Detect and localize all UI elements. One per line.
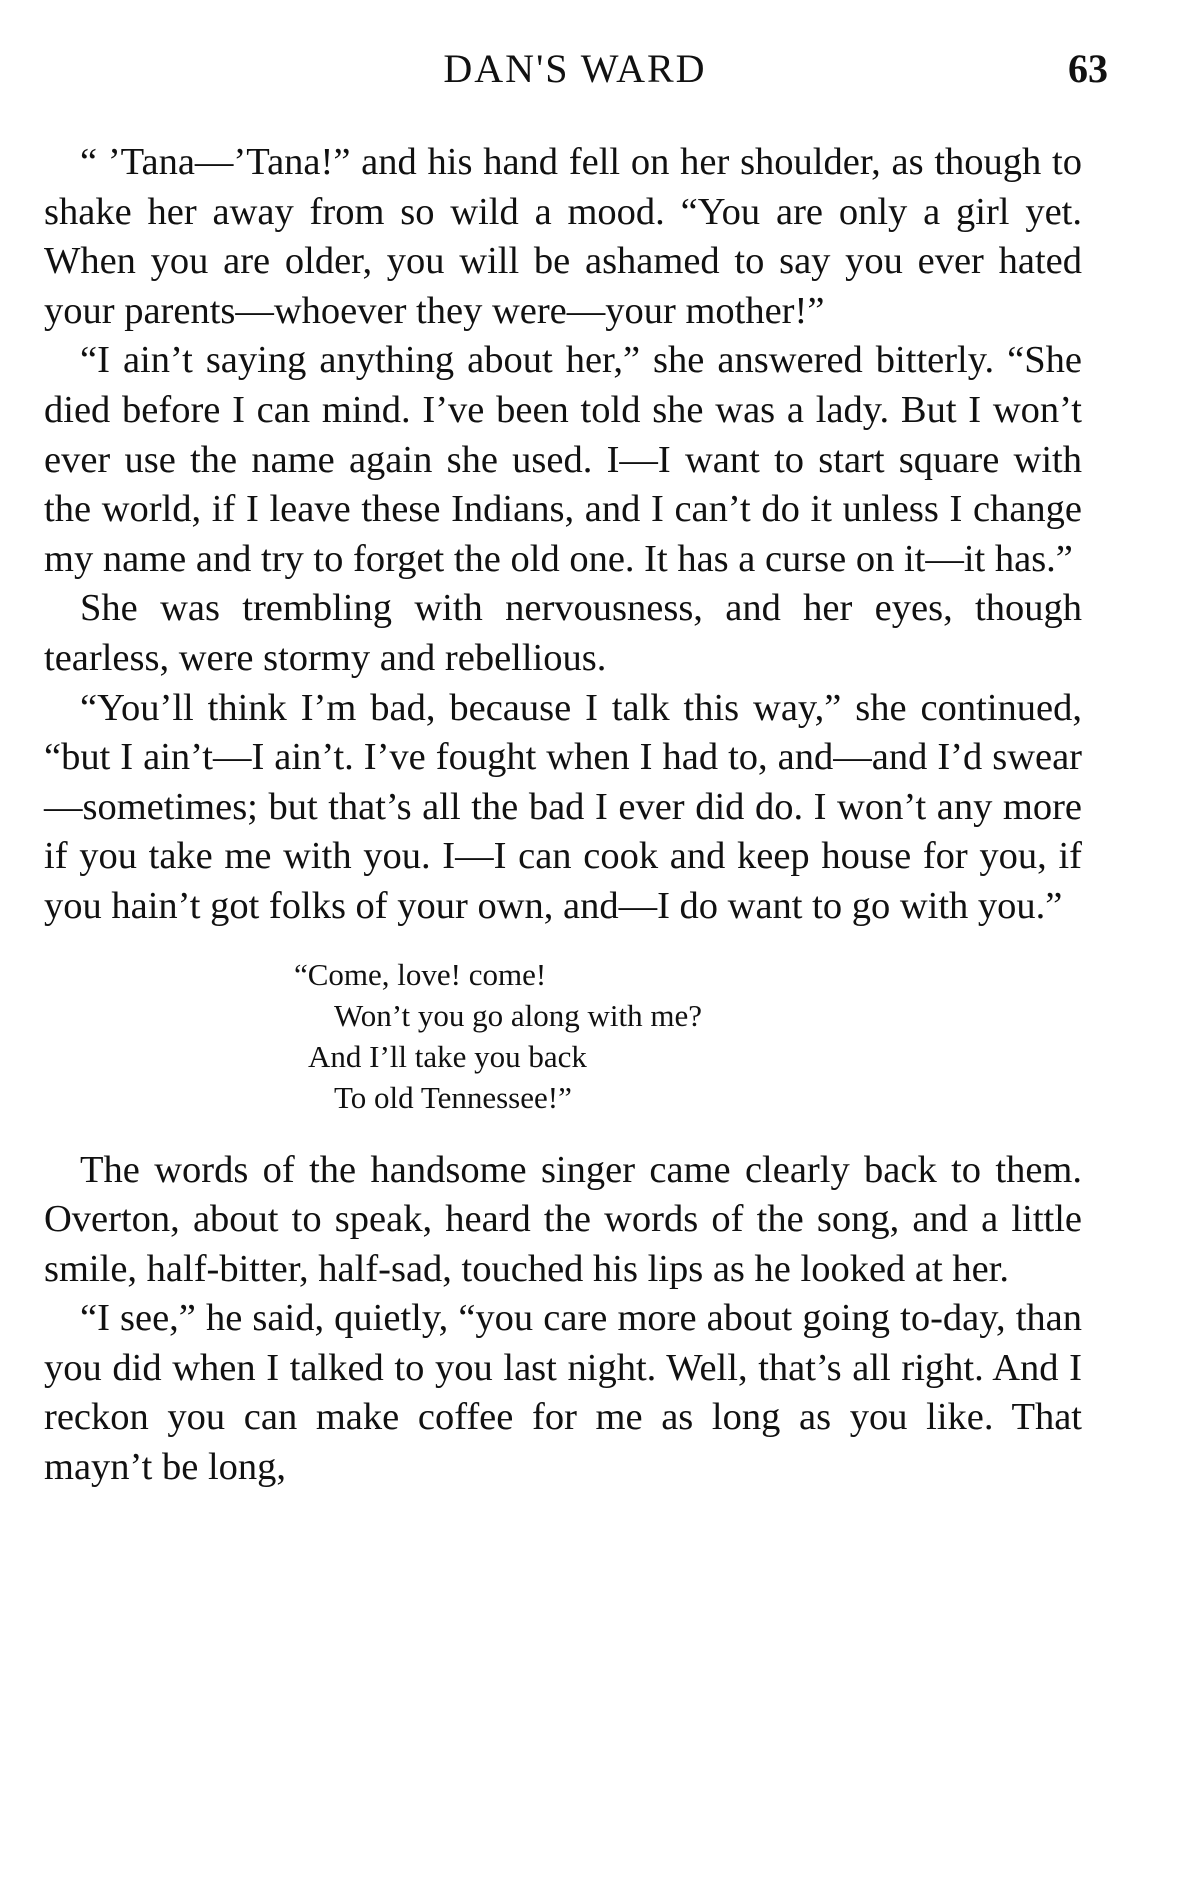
running-head (0, 44, 1192, 94)
verse-line: “Come, love! come! (294, 956, 547, 992)
paragraph: “You’ll think I’m bad, because I talk this way,” she continued, “but I ain’t—I ain’t. I’ve fought when I had to, and—and I’d swear—sometimes; but that’s all the bad I ever did do. I won’t any more if you take me with you. I—I can cook and keep house for you, if you hain’t got folks of your own, and—I do want to go with you.” (44, 686, 1082, 927)
paragraph: The words of the handsome singer came clearly back to them. Overton, about to speak, heard the words of the song, and a little smile, half-bitter, half-sad, touched his lips as he looked at her. (44, 1148, 1082, 1290)
verse-line: To old Tennessee!” (334, 1079, 572, 1115)
running-title: DAN'S WARD (443, 46, 707, 91)
paragraph: “I see,” he said, quietly, “you care more about going to-day, than you did when I talked to you last night. Well, that’s all right. And I reckon you can make coffee for me as long as you like. That mayn’t be long, (44, 1297, 1082, 1489)
verse-line: And I’ll take you back (308, 1038, 587, 1074)
verse-line: Won’t you go along with me? (334, 997, 703, 1033)
paragraph: She was trembling with nervousness, and her eyes, though tearless, were stormy and rebellious. (44, 587, 1082, 679)
paragraph: “ ’Tana—’Tana!” and his hand fell on her shoulder, as though to shake her away from so wild a mood. “You are only a girl yet. When you are older, you will be ashamed to say you ever hated your parents—whoever they were—your mother!” (44, 141, 1082, 332)
page-number: 63 (1068, 46, 1108, 91)
song-verse (44, 954, 1082, 1118)
paragraph: “I ain’t saying anything about her,” she answered bitterly. “She died before I can mind. I’ve been told she was a lady. But I won’t ever use the name again she used. I—I want to start square with the world, if I leave these Indians, and I can’t do it unless I change my name and try to forget the old one. It has a curse on it—it has.” (44, 339, 1082, 580)
body-text (44, 138, 1082, 1493)
